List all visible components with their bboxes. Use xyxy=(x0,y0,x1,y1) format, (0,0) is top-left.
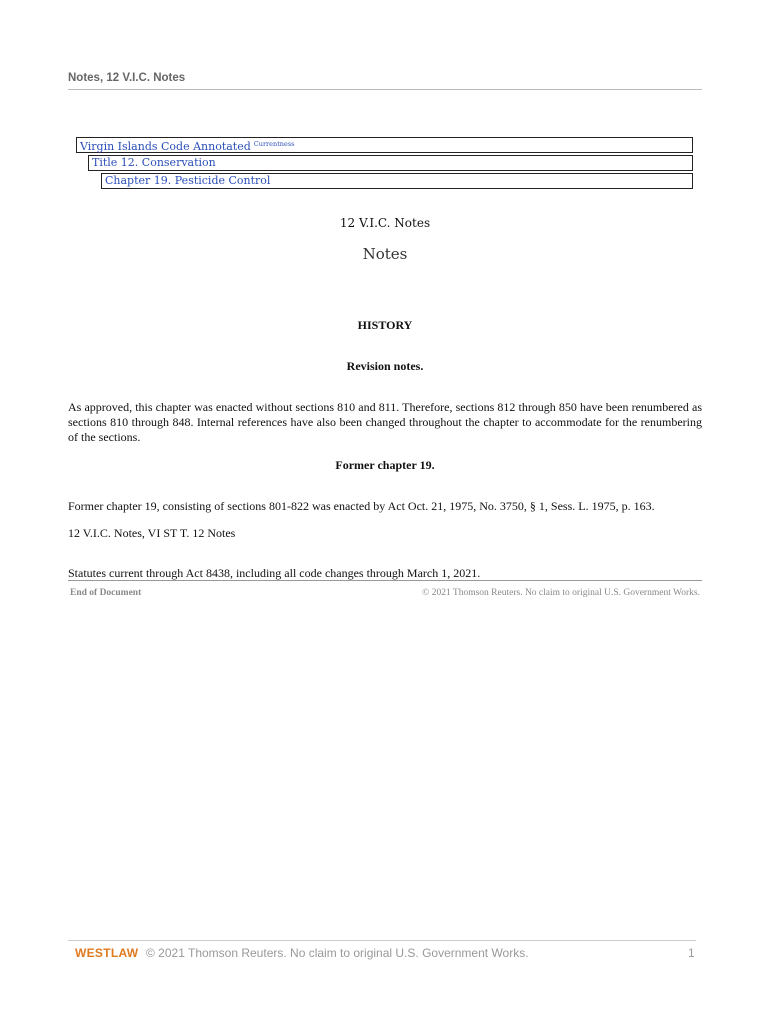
former-chapter-paragraph: Former chapter 19, consisting of sections 801-822 was enacted by Act Oct. 21, 1975, No. 3750, § 1, Sess. L. 1975, p. 163. xyxy=(68,499,655,513)
history-heading: HISTORY xyxy=(357,318,413,332)
code-link[interactable]: Virgin Islands Code Annotated xyxy=(80,140,251,153)
breadcrumb-chapter xyxy=(101,173,693,189)
document-citation: 12 V.I.C. Notes xyxy=(339,216,431,230)
chapter-link[interactable]: Chapter 19. Pesticide Control xyxy=(105,174,271,187)
revision-notes-heading: Revision notes. xyxy=(346,359,424,373)
breadcrumb-code xyxy=(76,137,693,153)
title-link[interactable]: Title 12. Conservation xyxy=(92,156,216,169)
westlaw-logo: WESTLAW xyxy=(75,946,139,960)
revision-notes-paragraph: As approved, this chapter was enacted without sections 810 and 811. Therefore, sections 812 through 850 have been renumbered as sections 810 through 848. Internal references have also been changed throughout the chapter to accommodate for the renumbering of the sections. xyxy=(68,400,702,444)
end-divider xyxy=(68,580,702,581)
breadcrumb-title xyxy=(88,155,693,171)
footer-divider xyxy=(68,940,696,941)
end-of-document-label: End of Document xyxy=(70,588,142,598)
citation-line: 12 V.I.C. Notes, VI ST T. 12 Notes xyxy=(68,526,236,540)
statutes-current-line: Statutes current through Act 8438, including all code changes through March 1, 2021. xyxy=(68,566,481,580)
end-copyright-notice: © 2021 Thomson Reuters. No claim to original U.S. Government Works. xyxy=(422,588,700,598)
document-title: Notes xyxy=(362,245,408,263)
page-number: 1 xyxy=(688,946,695,960)
page-header-title: Notes, 12 V.I.C. Notes xyxy=(68,72,186,84)
header-divider xyxy=(68,89,702,90)
footer-copyright: © 2021 Thomson Reuters. No claim to original U.S. Government Works. xyxy=(146,946,529,960)
currentness-link[interactable]: Currentness xyxy=(253,140,295,148)
former-chapter-heading: Former chapter 19. xyxy=(335,458,435,472)
